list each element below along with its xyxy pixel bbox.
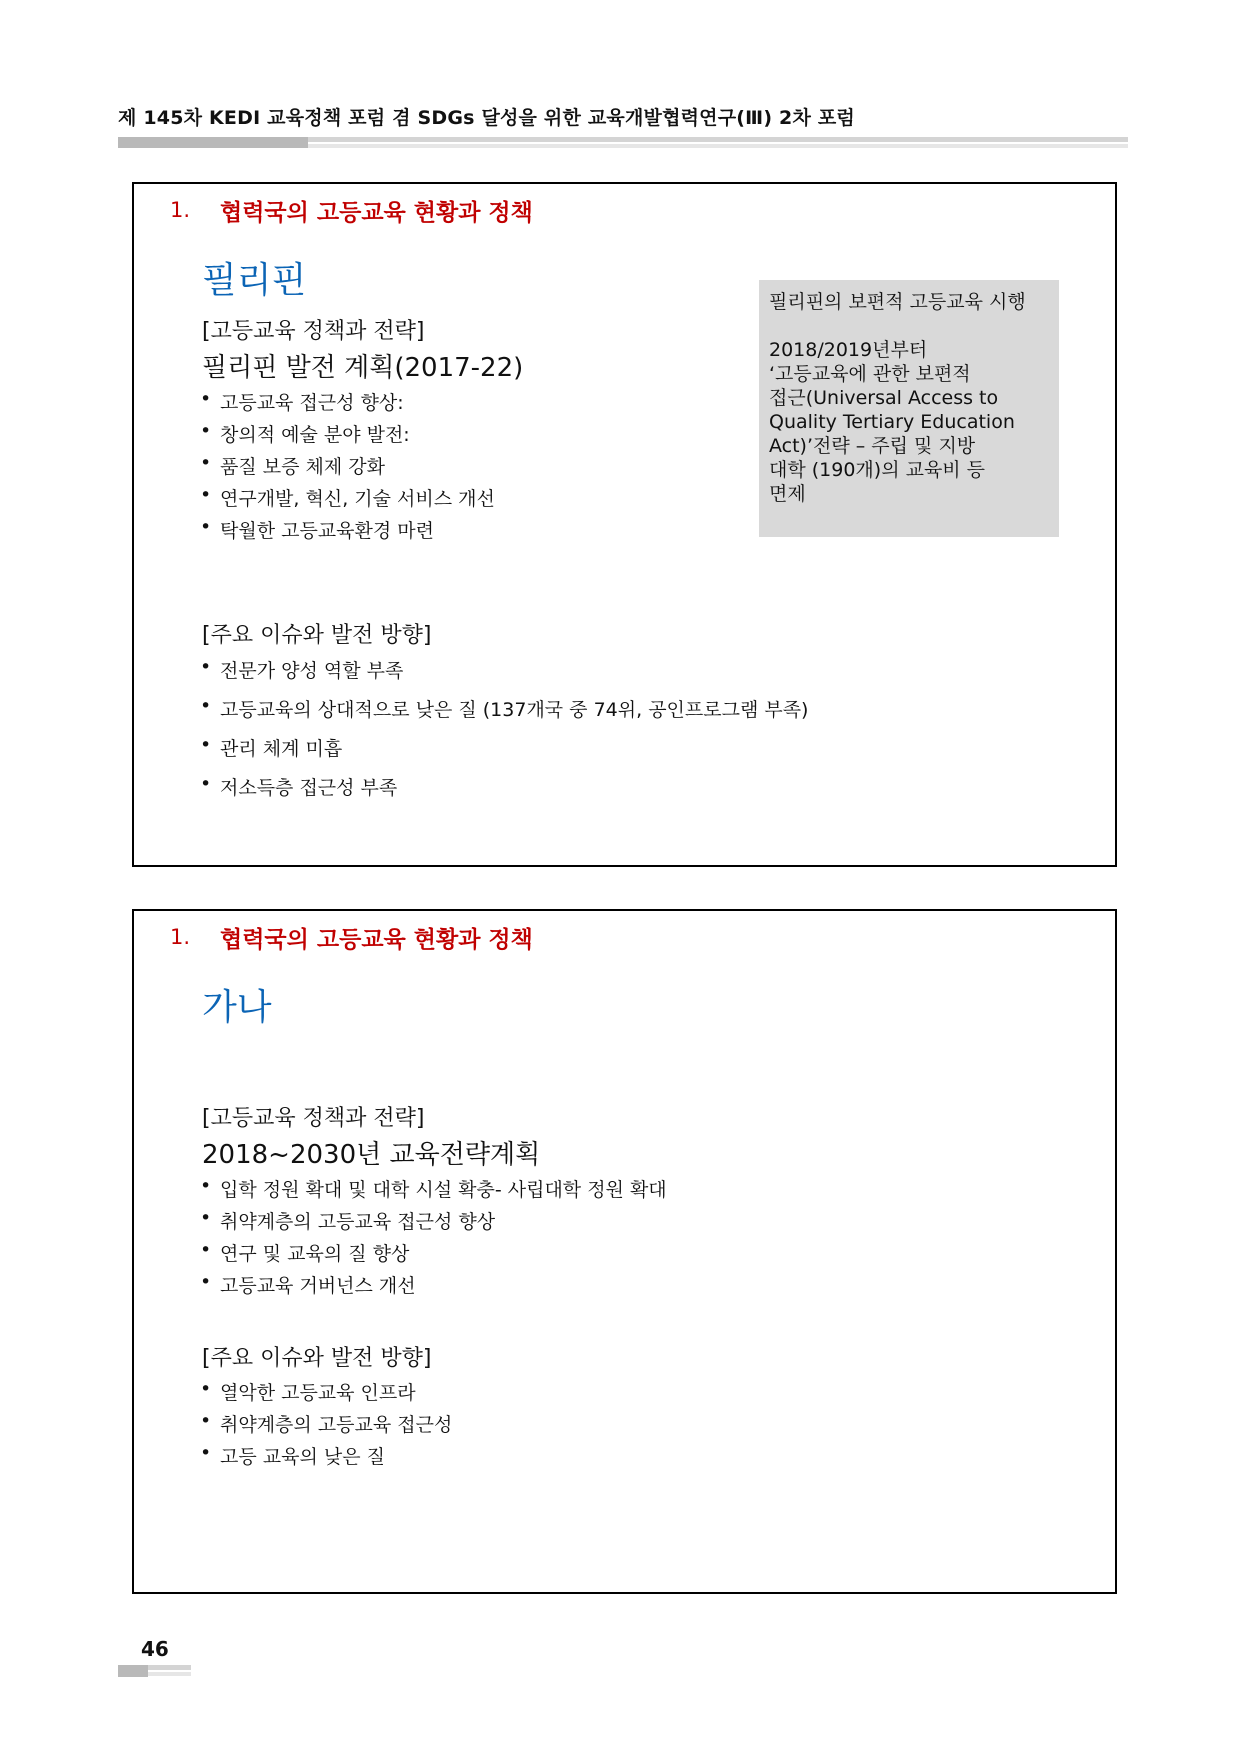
sidebox-line: 대학 (190개)의 교육비 등 [769,459,986,481]
list-item: • 품질 보증 체제 강화 [200,452,495,484]
document-header-title: 제 145차 KEDI 교육정책 포럼 겸 SDGs 달성을 위한 교육개발협력연구(Ⅲ) 2차 포럼 [118,107,855,129]
list-item: • 고등교육의 상대적으로 낮은 질 (137개국 중 74위, 공인프로그램 부족) [200,695,808,734]
list-item: • 창의적 예술 분야 발전: [200,420,495,452]
universal-access-sidebox [759,280,1059,537]
list-item: • 연구개발, 혁신, 기술 서비스 개선 [200,484,495,516]
country-title: 필리핀 [202,260,307,301]
section-title: 협력국의 고등교육 현황과 정책 [220,200,533,226]
sidebox-line: Quality Tertiary Education [769,411,1015,433]
section-number: 1. [170,925,191,949]
list-item: • 고등교육 접근성 향상: [200,388,495,420]
sidebox-line: ‘고등교육에 관한 보편적 [769,363,971,385]
list-item: • 저소득층 접근성 부족 [200,773,808,812]
policy-list [200,1175,667,1303]
list-item: • 탁월한 고등교육환경 마련 [200,516,495,548]
slide-ghana [132,909,1117,1594]
list-item: • 열악한 고등교육 인프라 [200,1378,452,1410]
plan-title: 2018~2030년 교육전략계획 [202,1140,541,1170]
plan-title: 필리핀 발전 계획(2017-22) [202,353,524,383]
sidebox-line: 접근(Universal Access to [769,387,999,409]
section-title: 협력국의 고등교육 현황과 정책 [220,927,533,953]
sidebox-line: 면제 [769,483,806,505]
issues-heading: [주요 이슈와 발전 방향] [202,1346,432,1371]
list-item: • 고등 교육의 낮은 질 [200,1442,452,1474]
list-item: • 입학 정원 확대 및 대학 시설 확충- 사립대학 정원 확대 [200,1175,667,1207]
issues-list [200,1378,452,1474]
page-number-underline [118,1665,191,1679]
slide-philippines [132,182,1117,867]
sidebox-title: 필리핀의 보편적 고등교육 시행 [769,291,1026,313]
policy-list [200,388,495,548]
sidebox-line: 2018/2019년부터 [769,339,928,361]
list-item: • 취약계층의 고등교육 접근성 향상 [200,1207,667,1239]
issues-heading: [주요 이슈와 발전 방향] [202,623,432,648]
list-item: • 관리 체계 미흡 [200,734,808,773]
policy-heading: [고등교육 정책과 전략] [202,319,425,344]
sidebox-line: Act)’전략 – 주립 및 지방 [769,435,976,457]
header-divider [118,135,1128,149]
section-number: 1. [170,198,191,222]
issues-list [200,656,808,812]
list-item: • 연구 및 교육의 질 향상 [200,1239,667,1271]
list-item: • 고등교육 거버넌스 개선 [200,1271,667,1303]
page-number: 46 [141,1637,169,1661]
list-item: • 전문가 양성 역할 부족 [200,656,808,695]
country-title: 가나 [202,987,272,1028]
list-item: • 취약계층의 고등교육 접근성 [200,1410,452,1442]
policy-heading: [고등교육 정책과 전략] [202,1106,425,1131]
